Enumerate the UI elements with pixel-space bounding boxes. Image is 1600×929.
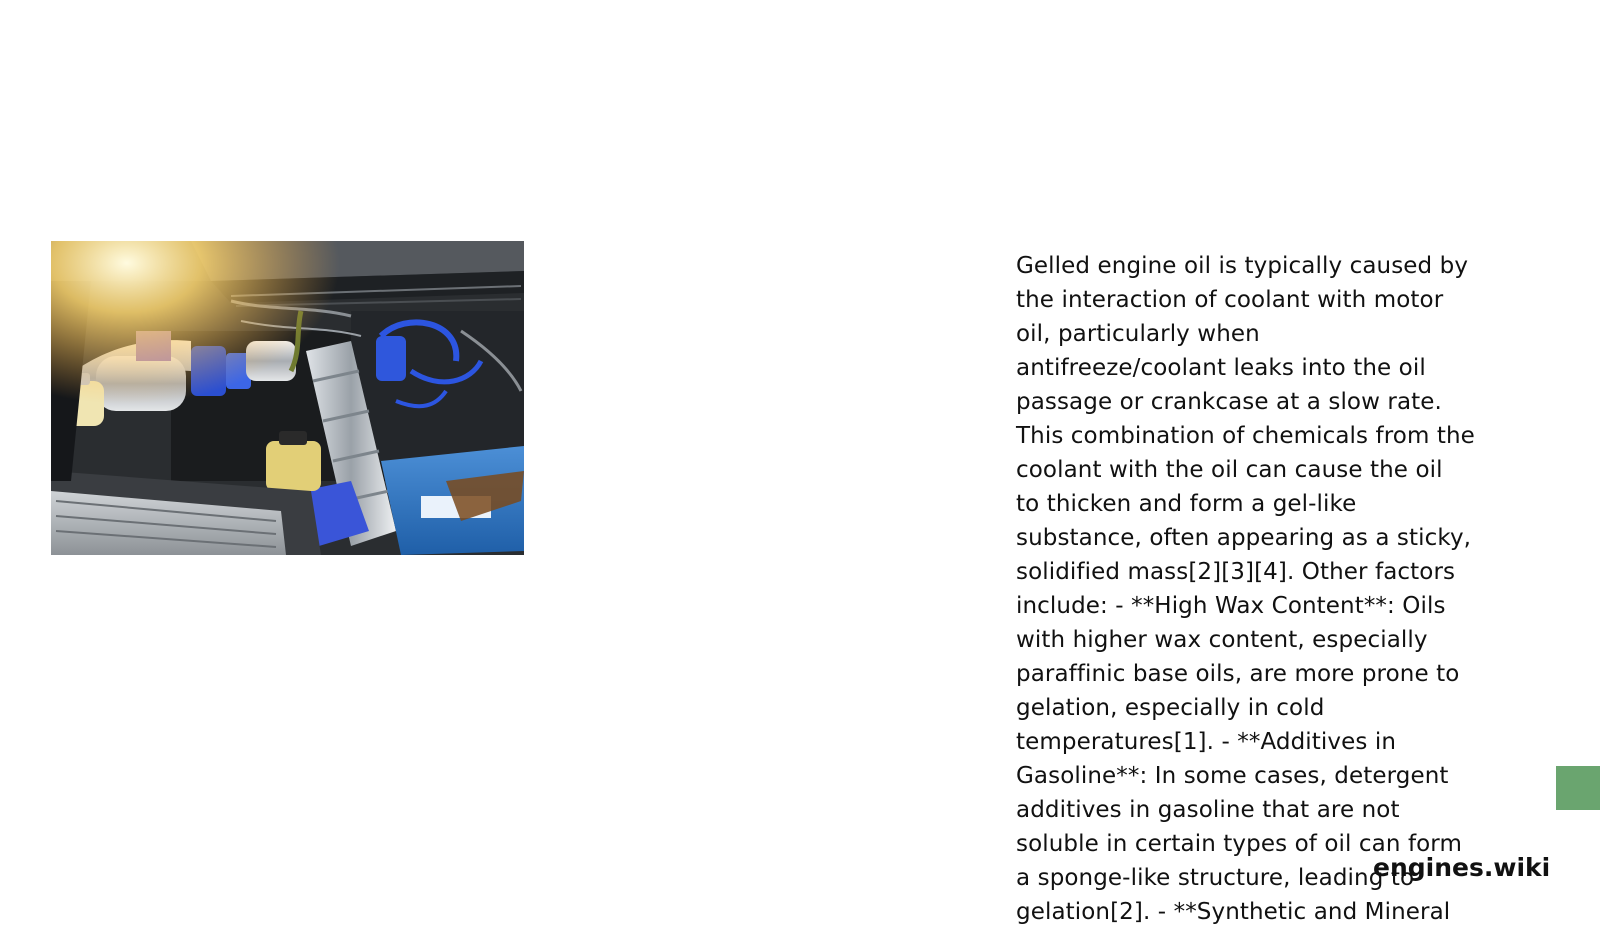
article-text: Gelled engine oil is typically caused by the interaction of coolant with motor oil, particularly when antifreeze/coolant leaks into the oil passage or crankcase at a slow rate. This combination of chemicals from the coolant with the oil can cause the oil to thicken and form a gel-like substance, often appearing as a sticky, solidified mass[2][3][4]. Other factors include: - **High Wax Content**: Oils with higher wax content, especially paraffinic base oils, are more prone to gelation, especially in cold temperatures[1]. - **Additives in Gasoline**: In some cases, detergent additives in gasoline that are not soluble in certain types of oil can form a sponge-like structure, leading to gelation[2]. - **Synthetic and Mineral — [1016, 253, 1475, 925]
engine-bay-photo — [51, 241, 524, 555]
site-logo: engines.wiki — [1373, 853, 1551, 882]
accent-square — [1556, 766, 1600, 810]
